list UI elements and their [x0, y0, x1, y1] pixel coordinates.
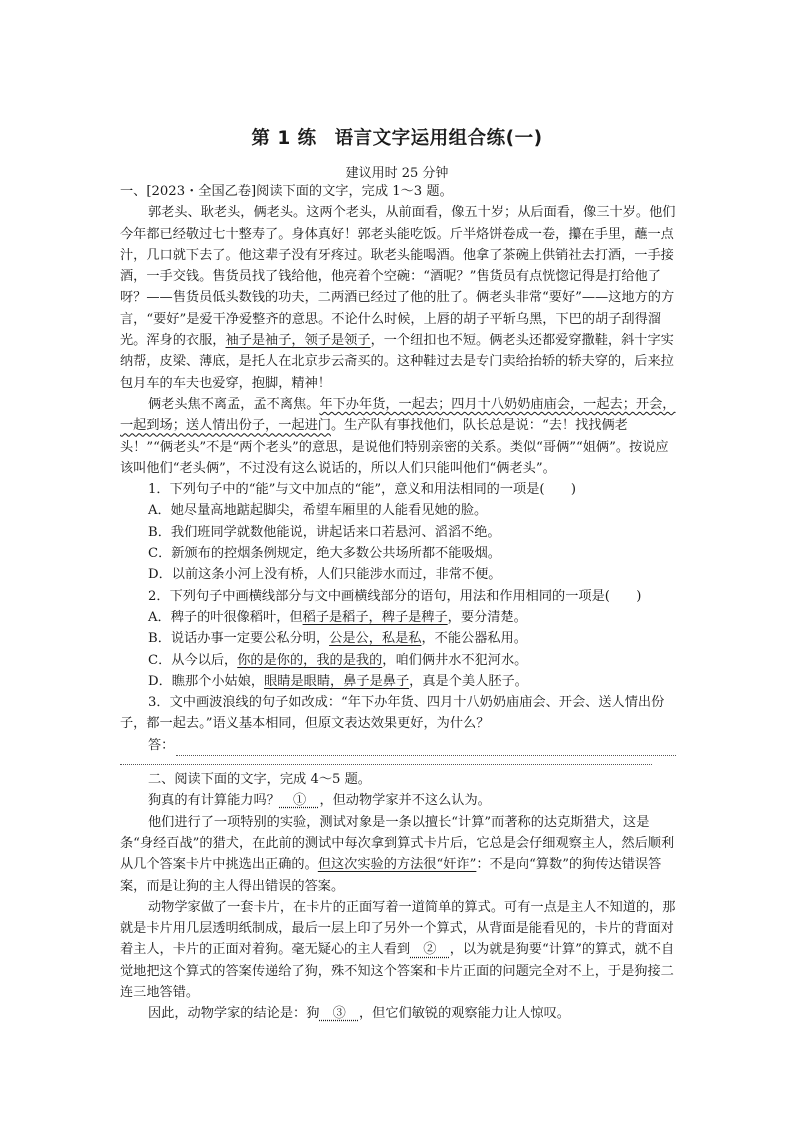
passage2-paragraph1: 狗真的有计算能力吗？ ① ，但动物学家并不这么认为。	[148, 793, 491, 809]
question-2-option-c: C．从今以后，你的是你的，我的是我的，咱们俩井水不犯河水。	[148, 652, 528, 668]
worksheet-content	[120, 181, 676, 1025]
wavy-underlined-sentence: 年下办年货，一起去；四月十八奶奶庙庙会，一起去；开会，一起到场；送人情出份子，一起进门	[120, 396, 676, 434]
suggested-time: 建议用时 25 分钟	[345, 166, 449, 181]
question-2: 2．下列句子中画横线部分与文中画横线部分的语句，用法和作用相同的一项是( )	[148, 588, 642, 604]
question-2-option-b: B．说话办事一定要公私分明，公是公，私是私，不能公器私用。	[148, 631, 527, 647]
blank-3[interactable]: ③	[319, 1006, 359, 1022]
answer-label: 答：	[148, 737, 175, 753]
section1-heading: 一、[2023・全国乙卷]阅读下面的文字，完成 1～3 题。	[120, 184, 453, 199]
passage1-paragraph1: 郭老头、耿老头，俩老头。这两个老头，从前面看，像五十岁；从后面看，像三十岁。他们今年都已经敬过七十整寿了。身体真好！郭老头能吃饭。斤半烙饼卷成一卷，攥在手里，蘸一点汁，几口就下去了。他这辈子没有牙疼过。耿老头能喝酒。他拿了茶碗上供销社去打酒，一手接酒，一手交钱。售货员找了钱给他，他亮着个空碗：“酒呢？”售货员有点恍惚记得是打给他了呀？——售货员低头数钱的功夫，二两酒已经过了他的肚了。俩老头非常“要好”——这地方的方言，“要好”是爱干净爱整齐的意思。不论什么时候，上唇的胡子平斩乌黑，下巴的胡子刮得溜光。浑身的衣服，袖子是袖子，领子是领子，一个纽扣也不短。俩老头还都爱穿撒鞋，斜十字实纳帮，皮梁、薄底，是托人在北京步云斋买的。这种鞋过去是专门卖给抬轿的轿夫穿的，后来拉包月车的车夫也爱穿，抱脚，精神！	[120, 205, 676, 391]
answer-line-1[interactable]	[120, 735, 676, 756]
page-title	[0, 124, 794, 150]
blank-2[interactable]: ②	[410, 942, 450, 958]
question-2-option-d: D．瞧那个小姑娘，眼睛是眼睛，鼻子是鼻子，真是个美人胚子。	[148, 673, 528, 689]
passage2-paragraph4: 因此，动物学家的结论是：狗 ③ ，但它们敏锐的观察能力让人惊叹。	[148, 1006, 570, 1022]
passage2-paragraph3: 动物学家做了一套卡片，在卡片的正面写着一道简单的算式。可有一点是主人不知道的，那就是卡片用几层透明纸制成，最后一层上印了另外一个算式，从背面是能看见的，卡片的背面对着主人，卡片的正面对着狗。毫无疑心的主人看到 ② ，以为就是狗要“计算”的算式，就不自觉地把这个算式的答案传递给了狗，殊不知这个答案和卡片正面的问题完全对不上，于是狗接二连三地答错。	[120, 899, 676, 1000]
title-lesson-number: 第 1 练	[251, 128, 317, 149]
blank-1[interactable]: ①	[279, 793, 320, 809]
underlined-sentence: 袖子是袖子，领子是领子	[225, 333, 371, 349]
passage2-paragraph2: 他们进行了一项特别的实验，测试对象是一条以擅长“计算”而著称的达克斯猎犬，这是条“身经百战”的猎犬，在此前的测试中每次拿到算式卡片后，它总是会仔细观察主人，然后顺利从几个答案卡片中挑选出正确的。但这次实验的方法很“奸诈”：不是向“算数”的狗传达错误答案，而是让狗的主人得出错误的答案。	[120, 814, 675, 894]
underlined-sentence: 但这次实验的方法很“奸诈”	[317, 857, 477, 873]
question-1-option-a: A．她尽量高地踮起脚尖，希望车厢里的人能看见她的脸。	[148, 503, 488, 519]
question-3: 3．文中画波浪线的句子如改成：“年下办年货、四月十八奶奶庙庙会、开会、送人情出份子，都一起去。”语义基本相同，但原文表达效果更好，为什么？	[120, 695, 665, 732]
answer-line-2[interactable]	[120, 756, 652, 765]
question-1-option-d: D．以前这条小河上没有桥，人们只能涉水而过，非常不便。	[148, 567, 502, 583]
question-1-option-c: C．新颁布的控烟条例规定，绝大多数公共场所都不能吸烟。	[148, 546, 501, 562]
title-topic: 语言文字运用组合练(一)	[334, 128, 543, 149]
question-1: 1．下列句子中的“能”与文中加点的“能”，意义和用法相同的一项是( )	[148, 482, 577, 498]
passage1-paragraph2: 俩老头焦不离孟，孟不离焦。年下办年货，一起去；四月十八奶奶庙庙会，一起去；开会，一起到场；送人情出份子，一起进门。生产队有事找他们，队长总是说：“去！找找俩老头！”“俩老头”不是“两个老头”的意思，是说他们特别亲密的关系。类似“哥俩”“姐俩”。按说应该叫他们“老头俩”，不过没有这么说话的，所以人们只能叫他们“俩老头”。	[120, 396, 676, 476]
section2-heading: 二、阅读下面的文字，完成 4～5 题。	[148, 772, 371, 788]
question-2-option-a: A．稗子的叶很像稻叶，但稻子是稻子，稗子是稗子，要分清楚。	[148, 609, 527, 625]
question-1-option-b: B．我们班同学就数他能说，讲起话来口若悬河、滔滔不绝。	[148, 524, 501, 540]
